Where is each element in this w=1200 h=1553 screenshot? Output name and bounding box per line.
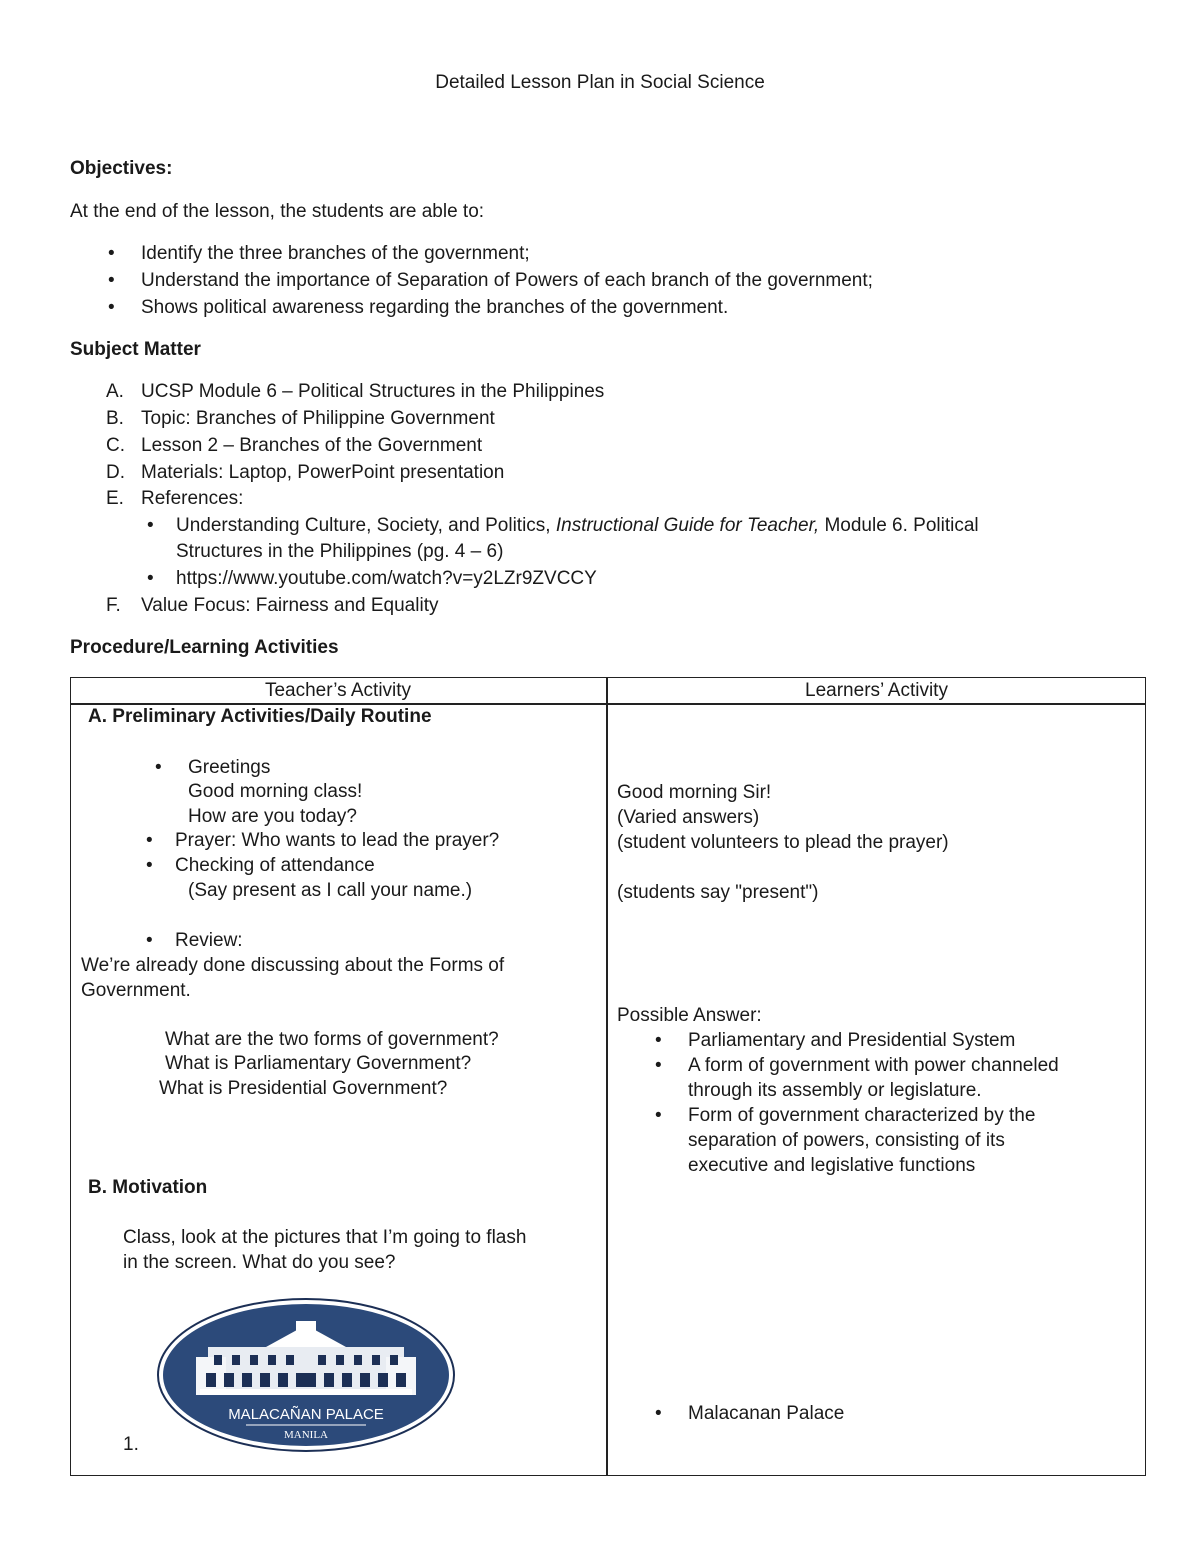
reference-item <box>176 515 979 538</box>
teacher-question: What is Parliamentary Government? <box>165 1053 472 1074</box>
page-title: Detailed Lesson Plan in Social Science <box>435 72 765 93</box>
teacher-review-text: We’re already done discussing about the Forms of <box>81 955 505 976</box>
motivation-item-number: 1. <box>123 1434 139 1455</box>
subject-item <box>106 381 605 404</box>
subject-text: Lesson 2 – Branches of the Government <box>141 435 483 456</box>
malacanan-palace-seal <box>156 1297 456 1453</box>
subject-letter: C. <box>106 435 125 456</box>
subject-item <box>106 462 505 485</box>
subject-text: Topic: Branches of Philippine Government <box>141 408 495 429</box>
objective-item: • Shows political awareness regarding the branches of the government. <box>141 297 728 320</box>
section-b-heading: B. Motivation <box>88 1177 208 1198</box>
motivation-text: Class, look at the pictures that I’m going to flash <box>123 1227 527 1248</box>
teacher-greetings: • Greetings <box>188 757 270 780</box>
subject-text: Materials: Laptop, PowerPoint presentation <box>141 462 505 483</box>
col-header-learner: Learners’ Activity <box>805 680 948 701</box>
teacher-how-are-you: How are you today? <box>188 806 357 827</box>
reference-text: Understanding Culture, Society, and Politics, <box>176 515 556 536</box>
table-divider <box>606 677 608 1476</box>
objectives-heading: Objectives: <box>70 158 173 179</box>
col-header-teacher: Teacher’s Activity <box>264 680 412 701</box>
learner-answer: • A form of government with power channeled <box>688 1055 1059 1078</box>
subject-letter: F. <box>106 595 121 616</box>
procedure-heading: Procedure/Learning Activities <box>70 637 339 658</box>
teacher-question: What is Presidential Government? <box>159 1078 448 1099</box>
learner-palace-answer: • Malacanan Palace <box>688 1403 844 1426</box>
learner-answer-cont: executive and legislative functions <box>688 1155 976 1176</box>
motivation-text: in the screen. What do you see? <box>123 1252 396 1273</box>
subject-letter: B. <box>106 408 124 429</box>
objective-item: • Understand the importance of Separation of Powers of each branch of the government; <box>141 270 873 293</box>
teacher-review: • Review: <box>175 930 243 953</box>
reference-line2: Structures in the Philippines (pg. 4 – 6) <box>176 541 504 562</box>
objective-item: • Identify the three branches of the government; <box>141 243 530 266</box>
table-header-rule <box>70 703 1146 705</box>
teacher-prayer: • Prayer: Who wants to lead the prayer? <box>175 830 499 853</box>
objectives-intro: At the end of the lesson, the students are able to: <box>70 201 485 222</box>
learner-possible-answer: Possible Answer: <box>617 1005 762 1026</box>
subject-item <box>106 435 483 458</box>
seal-city: MANILA <box>284 1429 328 1441</box>
learner-varied: (Varied answers) <box>617 807 760 828</box>
teacher-say-present: (Say present as I call your name.) <box>188 880 473 901</box>
learner-answer-cont: through its assembly or legislature. <box>688 1080 982 1101</box>
reference-text: Module 6. Political <box>819 515 979 536</box>
subject-letter: E. <box>106 488 124 509</box>
teacher-question: What are the two forms of government? <box>165 1029 499 1050</box>
learner-present: (students say "present") <box>617 882 819 903</box>
subject-item <box>106 408 495 431</box>
subject-letter: D. <box>106 462 125 483</box>
subject-letter: A. <box>106 381 124 402</box>
teacher-good-morning: Good morning class! <box>188 781 363 802</box>
learner-volunteers: (student volunteers to plead the prayer) <box>617 832 949 853</box>
subject-matter-heading: Subject Matter <box>70 339 201 360</box>
teacher-review-text: Government. <box>81 980 191 1001</box>
learner-answer: • Form of government characterized by the <box>688 1105 1035 1128</box>
learner-answer: • Parliamentary and Presidential System <box>688 1030 1015 1053</box>
teacher-attendance: • Checking of attendance <box>175 855 375 878</box>
reference-link[interactable]: • https://www.youtube.com/watch?v=y2LZr9ZVCCY <box>176 568 597 591</box>
reference-italic: Instructional Guide for Teacher, <box>555 515 820 536</box>
subject-text: References: <box>141 488 244 509</box>
seal-name: MALACAÑAN PALACE <box>228 1406 384 1423</box>
subject-item <box>106 488 244 511</box>
section-a-heading: A. Preliminary Activities/Daily Routine <box>88 706 432 727</box>
subject-text: Value Focus: Fairness and Equality <box>141 595 439 616</box>
learner-answer-cont: separation of powers, consisting of its <box>688 1130 1005 1151</box>
subject-text: UCSP Module 6 – Political Structures in the Philippines <box>141 381 605 402</box>
learner-good-morning: Good morning Sir! <box>617 782 772 803</box>
subject-item <box>106 595 439 618</box>
